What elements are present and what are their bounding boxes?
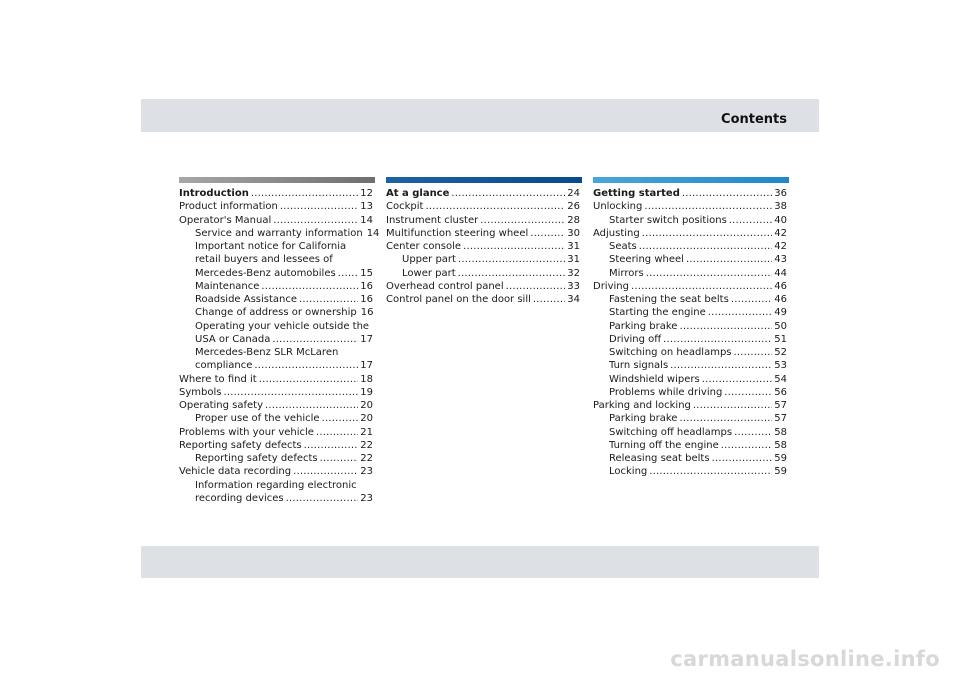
- dot-leader: [506, 280, 566, 293]
- toc-page-number: 53: [774, 360, 787, 372]
- toc-entry[interactable]: [386, 293, 582, 306]
- toc-entry[interactable]: [179, 399, 375, 412]
- toc-entry[interactable]: [593, 426, 789, 439]
- toc-entry[interactable]: [593, 399, 789, 412]
- toc-page-number: 59: [774, 453, 787, 464]
- toc-entry-title: Maintenance: [195, 280, 260, 292]
- toc-entry-title: Problems with your vehicle: [179, 426, 314, 438]
- dot-leader: [642, 227, 773, 240]
- toc-entry[interactable]: [593, 240, 789, 253]
- toc-page-number: 46: [774, 294, 787, 305]
- toc-entry[interactable]: [593, 187, 789, 200]
- toc-page-number: 20: [360, 413, 373, 425]
- toc-entry-title: Seats: [609, 241, 637, 252]
- dot-leader: [663, 333, 772, 346]
- page-title: Contents: [721, 112, 787, 127]
- dot-leader: [686, 253, 772, 266]
- toc-entry-title: Proper use of the vehicle: [195, 413, 320, 425]
- toc-entry-line: Important notice for California: [195, 241, 347, 252]
- toc-entry[interactable]: [179, 227, 380, 240]
- toc-entry-title: Roadside Assistance: [195, 294, 298, 305]
- toc-entry-title: Reporting safety defects: [195, 453, 318, 464]
- toc-entry-title: Locking: [609, 466, 648, 478]
- toc-entry[interactable]: [179, 386, 375, 399]
- toc-page-number: 32: [567, 267, 580, 279]
- footer-band: [141, 546, 819, 578]
- toc-page-number: 17: [360, 360, 373, 372]
- toc-page-number: 34: [567, 294, 580, 305]
- dot-leader: [338, 267, 359, 280]
- dot-leader: [729, 214, 772, 227]
- dot-leader: [631, 280, 772, 293]
- toc-entry-title: Reporting safety defects: [179, 439, 302, 451]
- toc-entry-title: Parking brake: [609, 413, 678, 425]
- toc-entry[interactable]: [386, 214, 582, 227]
- dot-leader: [251, 187, 358, 200]
- toc-entry-title: Steering wheel: [609, 254, 684, 266]
- toc-entry-title: Mercedes-Benz automobiles: [195, 267, 336, 279]
- toc-entry-title: Problems while driving: [609, 386, 723, 398]
- dot-leader: [280, 200, 358, 213]
- toc-entry[interactable]: [386, 227, 582, 240]
- toc-entry[interactable]: [179, 214, 375, 227]
- toc-page-number: 52: [774, 347, 787, 358]
- dot-leader: [702, 373, 773, 386]
- toc-page-number: 59: [774, 466, 787, 478]
- toc-page-number: 17: [360, 333, 373, 345]
- toc-page-number: 16: [360, 307, 374, 319]
- toc-entry[interactable]: [593, 452, 789, 465]
- toc-entry-title: compliance: [195, 360, 253, 372]
- toc-entry-title: At a glance: [386, 188, 450, 199]
- toc-entry-title: Instrument cluster: [386, 214, 479, 226]
- section-bar-gray: [179, 177, 375, 183]
- toc-page-number: 57: [774, 400, 787, 411]
- toc-entry-title: Turn signals: [609, 360, 669, 372]
- toc-entry-title: Turning off the engine: [609, 439, 719, 451]
- dot-leader: [530, 227, 565, 240]
- toc-page-number: 38: [774, 201, 787, 213]
- toc-entry[interactable]: [593, 346, 789, 359]
- dot-leader: [293, 465, 358, 478]
- toc-entry-title: Symbols: [179, 386, 222, 398]
- toc-entry[interactable]: [593, 293, 789, 306]
- toc-entry-title: Overhead control panel: [386, 280, 504, 292]
- toc-page-number: 13: [360, 201, 373, 213]
- toc-entry-title: Change of address or ownership: [195, 307, 357, 319]
- toc-column-1: [179, 177, 380, 505]
- toc-entry[interactable]: [593, 214, 789, 227]
- toc-entry[interactable]: [593, 386, 789, 399]
- toc-entry[interactable]: [386, 253, 582, 266]
- dot-leader: [259, 373, 359, 386]
- toc-page-number: 40: [774, 214, 787, 226]
- toc-entry-title: Operating safety: [179, 400, 264, 411]
- dot-leader: [265, 399, 358, 412]
- toc-entry-title: Fastening the seat belts: [609, 294, 729, 305]
- toc-entry[interactable]: [386, 240, 582, 253]
- toc-page-number: 26: [567, 201, 580, 213]
- toc-column-2: [386, 177, 582, 306]
- dot-leader: [273, 214, 358, 227]
- toc-entry-line: Mercedes-Benz SLR McLaren: [195, 347, 339, 358]
- toc-entry[interactable]: [179, 187, 375, 200]
- dot-leader: [670, 359, 772, 372]
- toc-entry-title: Vehicle data recording: [179, 466, 292, 478]
- dot-leader: [712, 452, 773, 465]
- toc-page-number: 51: [774, 333, 787, 345]
- toc-page-number: 49: [774, 307, 787, 319]
- dot-leader: [682, 187, 772, 200]
- toc-page-number: 58: [774, 426, 787, 438]
- dot-leader: [679, 320, 772, 333]
- toc-page-number: 33: [567, 280, 580, 292]
- toc-page-number: 43: [774, 254, 787, 266]
- toc-page-number: 36: [774, 188, 787, 199]
- dot-leader: [679, 412, 772, 425]
- toc-entry[interactable]: [179, 293, 375, 306]
- toc-page-number: 54: [774, 373, 787, 385]
- toc-page-number: 23: [360, 466, 373, 478]
- toc-entry-title: Service and warranty information: [195, 227, 363, 239]
- toc-entry-title: USA or Canada: [195, 333, 271, 345]
- dot-leader: [734, 346, 773, 359]
- section-bar-blue: [386, 177, 582, 183]
- toc-entry[interactable]: [179, 412, 375, 425]
- toc-entry-title: Operator's Manual: [179, 214, 272, 226]
- toc-entry-title: Starter switch positions: [609, 214, 727, 226]
- toc-entry-title: Lower part: [402, 267, 456, 279]
- toc-entry-title: Releasing seat belts: [609, 453, 710, 464]
- toc-entry-title: Center console: [386, 241, 462, 252]
- toc-entry[interactable]: [179, 280, 375, 293]
- toc-entry[interactable]: [179, 359, 375, 372]
- toc-entry-title: Parking and locking: [593, 400, 691, 411]
- dot-leader: [299, 293, 358, 306]
- dot-leader: [731, 293, 772, 306]
- toc-page-number: 14: [366, 227, 380, 239]
- dot-leader: [261, 280, 358, 293]
- toc-entry[interactable]: [593, 306, 789, 319]
- toc-entry-title: Product information: [179, 201, 278, 213]
- toc-entry-title: Cockpit: [386, 201, 424, 213]
- toc-entry-title: Upper part: [402, 254, 456, 266]
- dot-leader: [316, 426, 358, 439]
- toc-entry[interactable]: [593, 373, 789, 386]
- dot-leader: [304, 439, 359, 452]
- toc-entry[interactable]: [593, 200, 789, 213]
- toc-page-number: 56: [774, 386, 787, 398]
- toc-entry[interactable]: [593, 227, 789, 240]
- toc-entry[interactable]: [593, 333, 789, 346]
- header-band: [141, 99, 819, 132]
- toc-page-number: 14: [360, 214, 373, 226]
- dot-leader: [639, 240, 773, 253]
- dot-leader: [533, 293, 565, 306]
- toc-page-number: 42: [774, 227, 787, 239]
- toc-entry-title: Where to find it: [179, 373, 257, 385]
- toc-page-number: 31: [567, 254, 580, 266]
- dot-leader: [320, 452, 359, 465]
- dot-leader: [693, 399, 772, 412]
- toc-entry-title: Driving off: [609, 333, 662, 345]
- toc-page-number: 19: [360, 386, 373, 398]
- toc-entry[interactable]: [386, 267, 582, 280]
- section-bar-lightblue: [593, 177, 789, 183]
- toc-entry[interactable]: [179, 373, 375, 386]
- toc-entry-title: Switching off headlamps: [609, 426, 733, 438]
- toc-page-number: 21: [360, 426, 373, 438]
- toc-page-number: 28: [567, 214, 580, 226]
- toc-page-number: 23: [360, 492, 373, 504]
- toc-page-number: 22: [360, 439, 373, 451]
- toc-entry[interactable]: [179, 333, 375, 346]
- toc-entry-title: Switching on headlamps: [609, 347, 732, 358]
- toc-entry[interactable]: [179, 306, 375, 319]
- toc-page-number: 31: [567, 241, 580, 252]
- toc-page-number: 15: [360, 267, 373, 279]
- toc-page-number: 16: [360, 294, 373, 305]
- toc-entry[interactable]: [593, 359, 789, 372]
- toc-entry-line: Information regarding electronic: [195, 479, 357, 491]
- toc-entry-title: Adjusting: [593, 227, 640, 239]
- toc-page-number: 16: [360, 280, 373, 292]
- dot-leader: [644, 200, 772, 213]
- dot-leader: [458, 267, 566, 280]
- toc-page-number: 18: [360, 373, 373, 385]
- toc-page-number: 12: [360, 188, 373, 199]
- toc-entry-title: Introduction: [179, 188, 249, 199]
- dot-leader: [254, 359, 358, 372]
- dot-leader: [708, 306, 772, 319]
- toc-entry[interactable]: [386, 200, 582, 213]
- toc-page-number: 20: [360, 400, 373, 411]
- toc-page-number: 50: [774, 320, 787, 332]
- toc-page-number: 58: [774, 439, 787, 451]
- toc-page-number: 57: [774, 413, 787, 425]
- dot-leader: [480, 214, 565, 227]
- toc-entry[interactable]: [179, 200, 375, 213]
- toc-entry[interactable]: [593, 412, 789, 425]
- toc-entry[interactable]: [386, 187, 582, 200]
- dot-leader: [458, 253, 565, 266]
- toc-page-number: 22: [360, 453, 373, 464]
- toc-page-number: 24: [567, 188, 580, 199]
- dot-leader: [223, 386, 358, 399]
- dot-leader: [425, 200, 565, 213]
- toc-entry[interactable]: [593, 465, 789, 478]
- dot-leader: [721, 439, 773, 452]
- toc-entry-title: Windshield wipers: [609, 373, 700, 385]
- toc-entry[interactable]: [593, 439, 789, 452]
- dot-leader: [451, 187, 565, 200]
- dot-leader: [272, 333, 358, 346]
- watermark: carmanualsonline.info: [670, 647, 940, 671]
- toc-entry[interactable]: [179, 465, 375, 478]
- toc-entry-title: Starting the engine: [609, 307, 706, 319]
- dot-leader: [463, 240, 565, 253]
- dot-leader: [734, 426, 772, 439]
- toc-entry-title: recording devices: [195, 492, 284, 504]
- toc-entry-line: retail buyers and lessees of: [195, 254, 333, 266]
- toc-page-number: 30: [567, 227, 580, 239]
- dot-leader: [322, 412, 359, 425]
- toc-entry[interactable]: [179, 426, 375, 439]
- toc-entry[interactable]: [593, 267, 789, 280]
- toc-page-number: 46: [774, 280, 787, 292]
- dot-leader: [724, 386, 772, 399]
- toc-entry[interactable]: [179, 492, 375, 505]
- dot-leader: [646, 267, 773, 280]
- toc-page-number: 42: [774, 241, 787, 252]
- dot-leader: [649, 465, 772, 478]
- toc-entry-title: Getting started: [593, 188, 680, 199]
- toc-entry[interactable]: [386, 280, 582, 293]
- toc-entry-title: Control panel on the door sill: [386, 294, 531, 305]
- toc-entry-title: Mirrors: [609, 267, 644, 279]
- toc-entry-line: Operating your vehicle outside the: [195, 320, 370, 332]
- toc-page-number: 44: [774, 267, 787, 279]
- dot-leader: [286, 492, 359, 505]
- toc-entry-title: Unlocking: [593, 201, 643, 213]
- toc-entry[interactable]: [593, 253, 789, 266]
- toc-entry[interactable]: [593, 320, 789, 333]
- toc-entry-title: Driving: [593, 280, 629, 292]
- toc-entry[interactable]: [179, 439, 375, 452]
- toc-entry[interactable]: [179, 452, 375, 465]
- toc-entry-title: Multifunction steering wheel: [386, 227, 529, 239]
- toc-column-3: [593, 177, 789, 479]
- toc-entry-title: Parking brake: [609, 320, 678, 332]
- toc-entry[interactable]: [593, 280, 789, 293]
- toc-entry[interactable]: [179, 267, 375, 280]
